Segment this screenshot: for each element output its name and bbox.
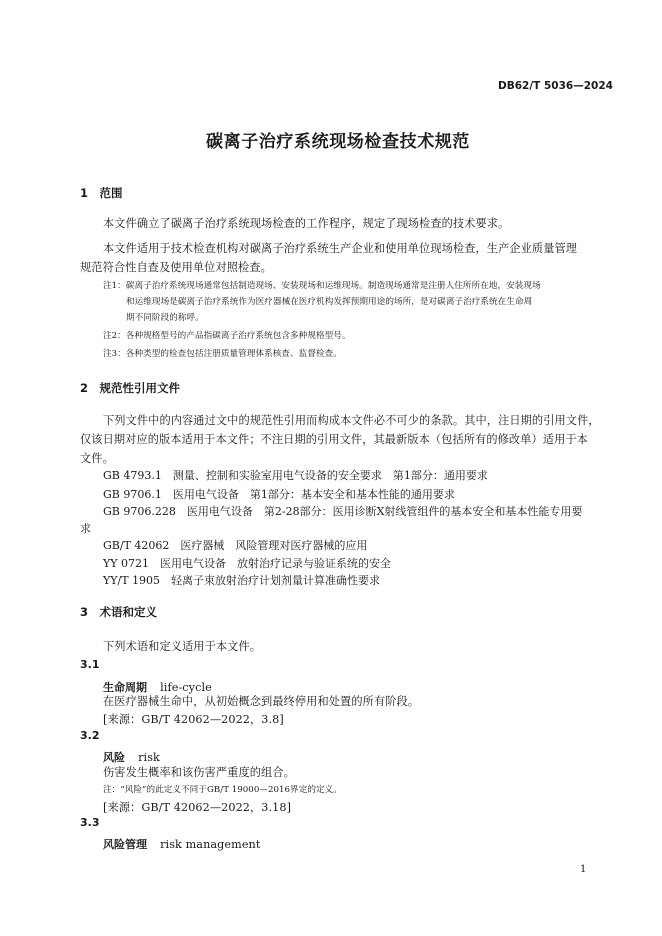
term-entry bbox=[103, 746, 160, 765]
term-number: 3.1 bbox=[80, 658, 100, 671]
reference-title: 医疗器械 风险管理对医疗器械的应用 bbox=[180, 539, 368, 552]
reference-title: 测量、控制和实验室用电气设备的安全要求 第1部分：通用要求 bbox=[172, 469, 488, 482]
s1-note-1b: 和运维现场是碳离子治疗系统作为医疗器械在医疗机构发挥预期用途的场所，是对碳离子治疗系统在生命周 bbox=[126, 297, 533, 307]
reference-title: 医用电气设备 第2-28部分：医用诊断X射线管组件的基本安全和基本性能专用要 bbox=[186, 505, 583, 518]
reference-item bbox=[103, 503, 582, 519]
s2-paragraph-1c: 文件。 bbox=[80, 452, 114, 465]
page-number: 1 bbox=[580, 864, 587, 875]
s1-note-2: 注2：各种规格型号的产品指碳离子治疗系统包含多种规格型号。 bbox=[103, 331, 351, 341]
reference-title: 轻离子束放射治疗计划剂量计算准确性要求 bbox=[171, 574, 381, 587]
s1-note-1a: 注1：碳离子治疗系统现场通常包括制造现场、安装现场和运维现场。制造现场通常是注册人住所所在地，安装现场 bbox=[103, 281, 541, 291]
s2-paragraph-1a: 下列文件中的内容通过文中的规范性引用而构成本文件必不可少的条款。其中，注日期的引用文件， bbox=[103, 414, 600, 427]
reference-code: GB/T 42062 bbox=[103, 539, 170, 552]
term-english: risk management bbox=[160, 838, 261, 851]
reference-code: GB 9706.1 bbox=[103, 488, 162, 501]
s1-paragraph-2b: 规范符合性自查及使用单位对照检查。 bbox=[80, 261, 272, 274]
term-note: 注：“风险”的此定义不同于GB/T 19000—2016界定的定义。 bbox=[103, 785, 342, 795]
s1-paragraph-2a: 本文件适用于技术检查机构对碳离子治疗系统生产企业和使用单位现场检查，生产企业质量管理 bbox=[103, 242, 578, 255]
term-entry bbox=[103, 833, 260, 852]
reference-item bbox=[103, 537, 367, 553]
section-3-heading: 3 术语和定义 bbox=[80, 605, 158, 619]
term-english: risk bbox=[138, 751, 160, 764]
reference-code: YY/T 1905 bbox=[103, 574, 161, 587]
section-1-heading: 1 范围 bbox=[80, 186, 123, 200]
term-source: [来源：GB/T 42062—2022，3.18] bbox=[103, 801, 292, 814]
term-source: [来源：GB/T 42062—2022，3.8] bbox=[103, 713, 284, 726]
s1-paragraph-1: 本文件确立了碳离子治疗系统现场检查的工作程序，规定了现场检查的技术要求。 bbox=[103, 217, 510, 230]
term-definition: 伤害发生概率和该伤害严重度的组合。 bbox=[103, 766, 295, 779]
term-name: 风险 bbox=[103, 751, 125, 764]
s1-note-3: 注3：各种类型的检查包括注册质量管理体系核查、监督检查。 bbox=[103, 349, 342, 359]
reference-code: GB 4793.1 bbox=[103, 469, 162, 482]
document-code: DB62/T 5036—2024 bbox=[498, 80, 613, 92]
reference-item bbox=[103, 486, 455, 502]
term-english: life-cycle bbox=[160, 681, 212, 694]
reference-item bbox=[103, 467, 488, 483]
s1-note-1c: 期不同阶段的称呼。 bbox=[126, 313, 204, 323]
reference-code: GB 9706.228 bbox=[103, 505, 176, 518]
term-name: 风险管理 bbox=[103, 838, 147, 851]
reference-title: 医用电气设备 第1部分：基本安全和基本性能的通用要求 bbox=[172, 488, 455, 501]
reference-item bbox=[103, 572, 380, 588]
s3-paragraph-1: 下列术语和定义适用于本文件。 bbox=[103, 640, 262, 653]
page-title: 碳离子治疗系统现场检查技术规范 bbox=[206, 132, 470, 152]
reference-title: 医用电气设备 放射治疗记录与验证系统的安全 bbox=[160, 557, 392, 570]
s2-paragraph-1b: 仅该日期对应的版本适用于本文件；不注日期的引用文件，其最新版本（包括所有的修改单）适用于本 bbox=[80, 433, 588, 446]
term-name: 生命周期 bbox=[103, 681, 147, 694]
reference-item-continuation: 求 bbox=[80, 522, 91, 535]
term-number: 3.2 bbox=[80, 729, 100, 742]
reference-item bbox=[103, 555, 391, 571]
reference-code: YY 0721 bbox=[103, 557, 150, 570]
term-number: 3.3 bbox=[80, 816, 100, 829]
section-2-heading: 2 规范性引用文件 bbox=[80, 381, 181, 395]
term-definition: 在医疗器械生命中，从初始概念到最终停用和处置的所有阶段。 bbox=[103, 695, 420, 708]
